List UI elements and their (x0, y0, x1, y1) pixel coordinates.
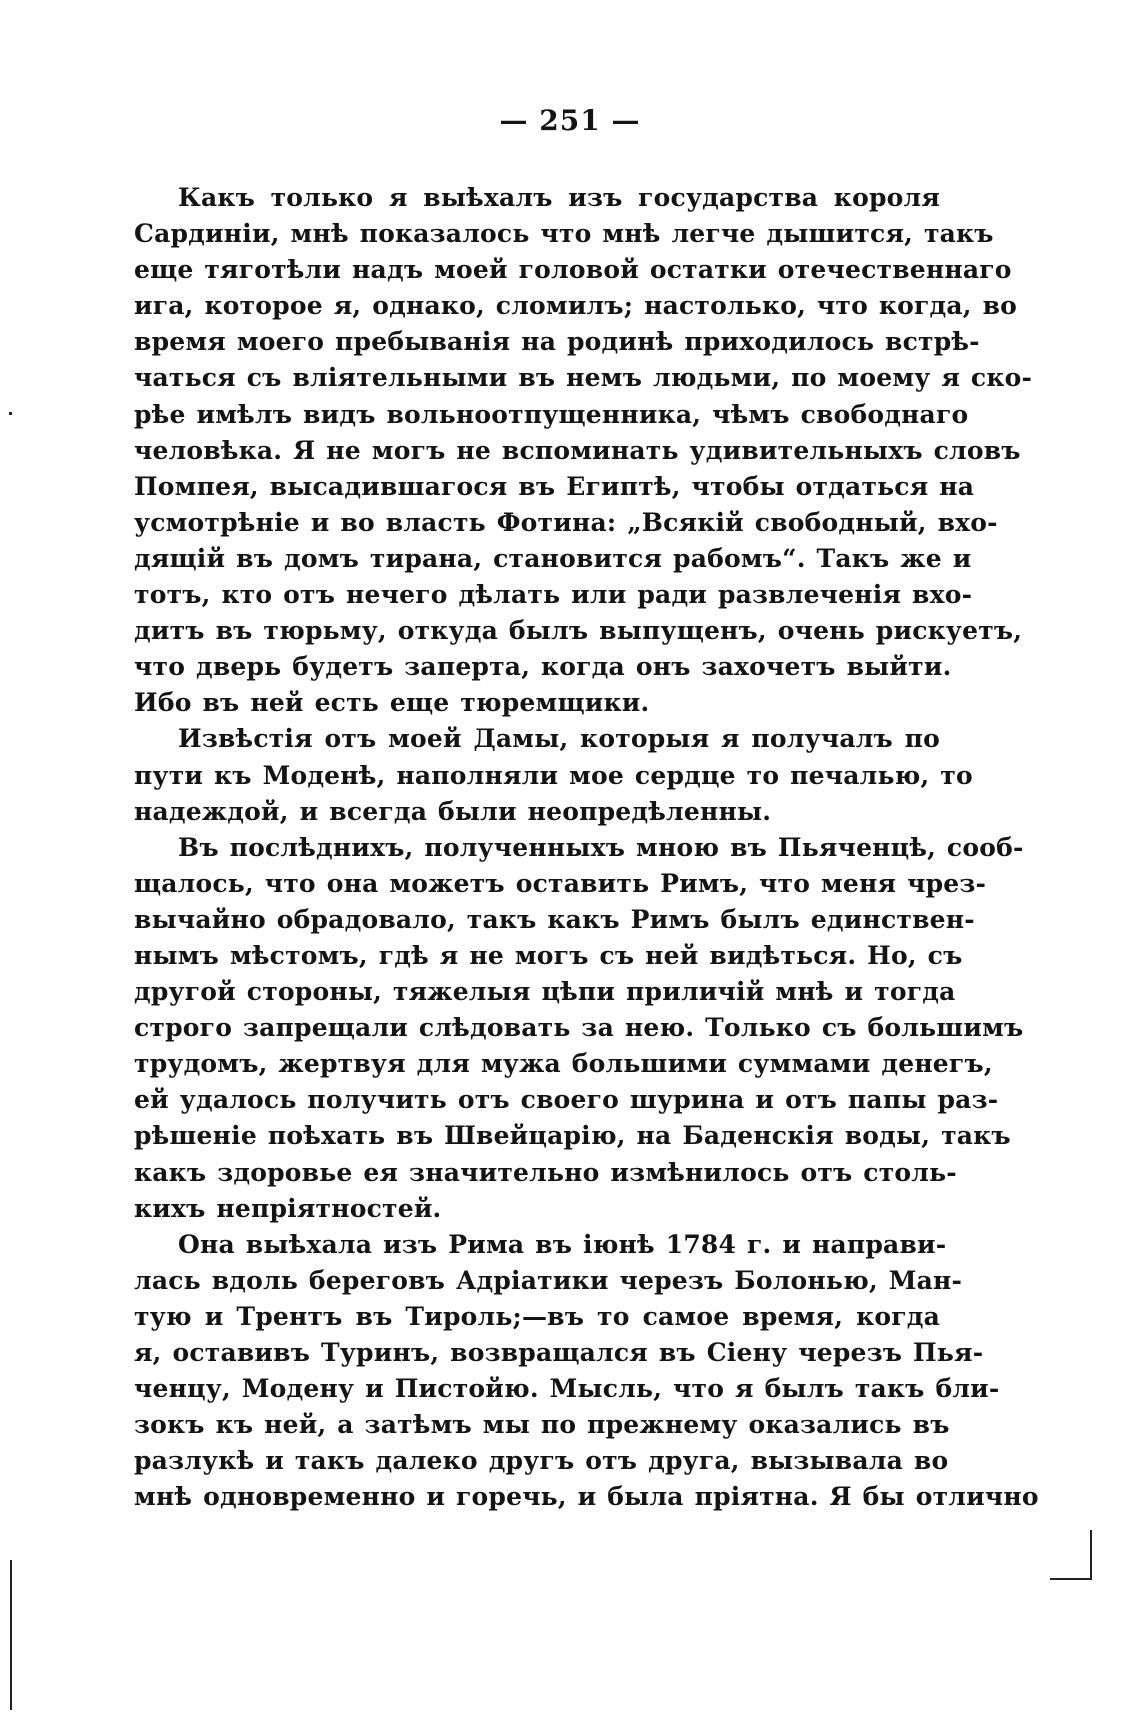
text-line: другой стороны, тяжелыя цѣпи приличій мнѣ и тогда (134, 977, 956, 1007)
text-line: усмотрѣніе и во власть Фотина: „Всякій свободный, вхо- (134, 507, 998, 537)
text-line: я, оставивъ Туринъ, возвращался въ Сіену черезъ Пья- (134, 1338, 984, 1367)
text-line: чаться съ вліятельными въ немъ людьми, по моему я ско- (134, 363, 1033, 393)
page-number: — 251 — (499, 104, 641, 137)
text-line: трудомъ, жертвуя для мужа большими суммами денегъ, (134, 1049, 993, 1079)
text-line: рѣе имѣлъ видъ вольноотпущенника, чѣмъ свободнаго (134, 399, 969, 429)
text-line: Извѣстія отъ моей Дамы, которыя я получалъ по (178, 724, 940, 754)
text-line: рѣшеніе поѣхать въ Швейцарію, на Баденскія воды, такъ (134, 1121, 1011, 1151)
text-line: лась вдоль береговъ Адріатики черезъ Болонью, Ман- (134, 1265, 963, 1295)
text-line: что дверь будетъ заперта, когда онъ захочетъ выйти. (134, 652, 952, 682)
bottom-right-corner-mark-horizontal (1050, 1578, 1092, 1580)
text-line: Сардиніи, мнѣ показалось что мнѣ легче дышится, такъ (134, 219, 994, 249)
text-line: мнѣ одновременно и горечь, и была пріятна. Я бы отлично (134, 1482, 1039, 1512)
text-line: Какъ только я выѣхалъ изъ государства короля (178, 183, 940, 212)
text-line: кихъ непріятностей. (134, 1193, 442, 1223)
text-line: какъ здоровье ея значительно измѣнилось отъ столь- (134, 1157, 957, 1187)
text-line: Она выѣхала изъ Рима въ іюнѣ 1784 г. и направи- (178, 1229, 947, 1259)
text-line: человѣка. Я не могъ не вспоминать удивительныхъ словъ (134, 435, 1021, 465)
text-line: дитъ въ тюрьму, откуда былъ выпущенъ, очень рискуетъ, (134, 616, 1023, 646)
text-line: разлукѣ и такъ далеко другъ отъ друга, вызывала во (134, 1446, 949, 1476)
text-line: пути къ Моденѣ, наполняли мое сердце то печалью, то (134, 760, 973, 790)
bottom-right-corner-mark (1090, 1530, 1092, 1580)
text-line: дящій въ домъ тирана, становится рабомъ“. Такъ же и (134, 543, 972, 573)
text-line: тотъ, кто отъ нечего дѣлать или ради развлеченія вхо- (134, 580, 973, 610)
text-line: ей удалось получить отъ своего шурина и отъ папы раз- (134, 1085, 999, 1115)
text-line: зокъ къ ней, а затѣмъ мы по прежнему оказались въ (134, 1410, 950, 1440)
text-line: щалось, что она можетъ оставить Римъ, что меня чрез- (134, 868, 987, 898)
text-line: тую и Трентъ въ Тироль;—въ то самое время, когда (134, 1301, 940, 1331)
left-margin-dot (9, 412, 12, 415)
left-margin-mark (10, 1560, 12, 1710)
text-line: ига, которое я, однако, сломилъ; настолько, что когда, во (134, 291, 1018, 321)
text-line: Помпея, высадившагося въ Египтѣ, чтобы отдаться на (134, 471, 975, 501)
text-line: строго запрещали слѣдовать за нею. Только съ большимъ (134, 1013, 1024, 1043)
text-line: надеждой, и всегда были неопредѣленны. (134, 796, 772, 826)
text-line: еще тяготѣли надъ моей головой остатки отечественнаго (134, 255, 1012, 285)
text-line: вычайно обрадовало, такъ какъ Римъ былъ единствен- (134, 904, 975, 934)
text-line: Въ послѣднихъ, полученныхъ мною въ Пьяченцѣ, сооб- (178, 832, 1024, 862)
text-line: ченцу, Модену и Пистойю. Мысль, что я былъ такъ бли- (134, 1374, 1000, 1404)
body-text (134, 180, 1039, 1515)
text-line: Ибо въ ней есть еще тюремщики. (134, 688, 650, 718)
text-line: время моего пребыванія на родинѣ приходилось встрѣ- (134, 327, 980, 357)
text-line: нымъ мѣстомъ, гдѣ я не могъ съ ней видѣться. Но, съ (134, 940, 963, 970)
